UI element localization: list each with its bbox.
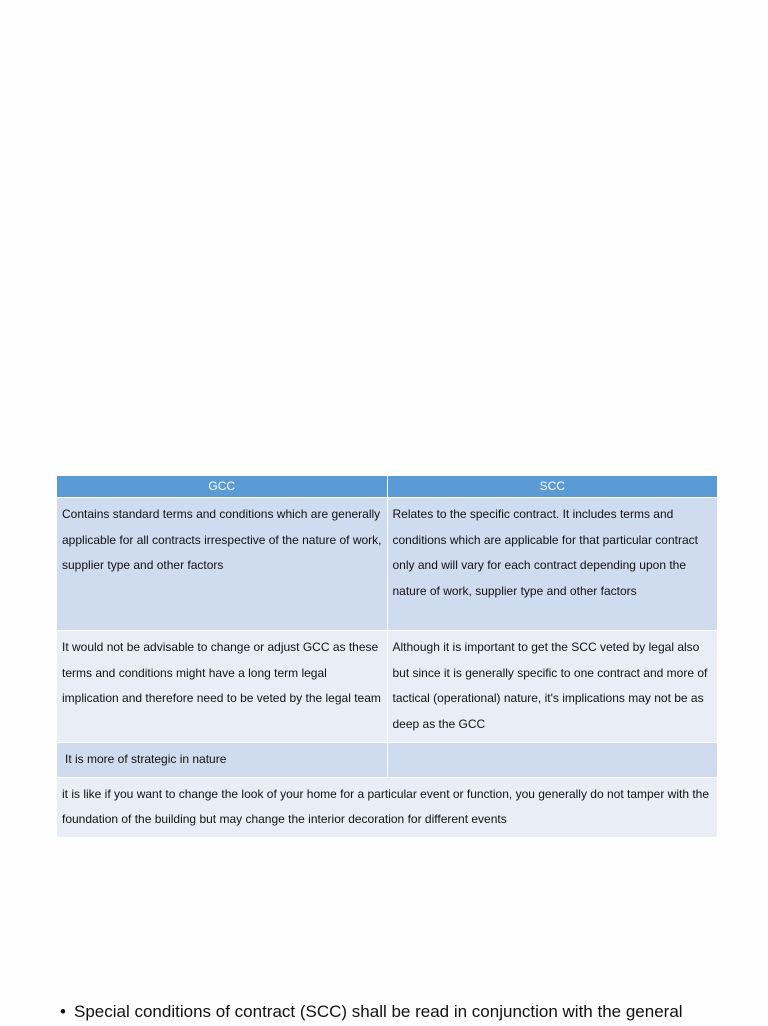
gcc-cell: It is more of strategic in nature bbox=[57, 742, 388, 777]
analogy-cell: it is like if you want to change the look of your home for a particular event or function, you generally do not tamper with the foundation of the building but may change the interior decoration for different events bbox=[57, 777, 718, 837]
bullet-text: Special conditions of contract (SCC) shall be read in conjunction with the general bbox=[74, 1002, 683, 1021]
gcc-scc-comparison-table bbox=[56, 475, 718, 838]
scc-cell: Although it is important to get the SCC veted by legal also but since it is generally specific to one contract and more of tactical (operational) nature, it's implications may not be as deep as the GCC bbox=[387, 631, 718, 743]
table-row bbox=[57, 742, 718, 777]
gcc-cell: It would not be advisable to change or adjust GCC as these terms and conditions might have a long term legal implication and therefore need to be veted by the legal team bbox=[57, 631, 388, 743]
header-gcc: GCC bbox=[57, 476, 388, 498]
bullet-symbol: • bbox=[60, 1002, 66, 1021]
gcc-cell: Contains standard terms and conditions which are generally applicable for all contracts irrespective of the nature of work, supplier type and other factors bbox=[57, 498, 388, 631]
bullet-point bbox=[60, 998, 760, 1026]
scc-cell: Relates to the specific contract. It includes terms and conditions which are applicable for that particular contract only and will vary for each contract depending upon the nature of work, supplier type and other factors bbox=[387, 498, 718, 631]
table-row bbox=[57, 631, 718, 743]
table-header-row bbox=[57, 476, 718, 498]
header-scc: SCC bbox=[387, 476, 718, 498]
table-row bbox=[57, 498, 718, 631]
scc-cell bbox=[387, 742, 718, 777]
table-footer-row bbox=[57, 777, 718, 837]
